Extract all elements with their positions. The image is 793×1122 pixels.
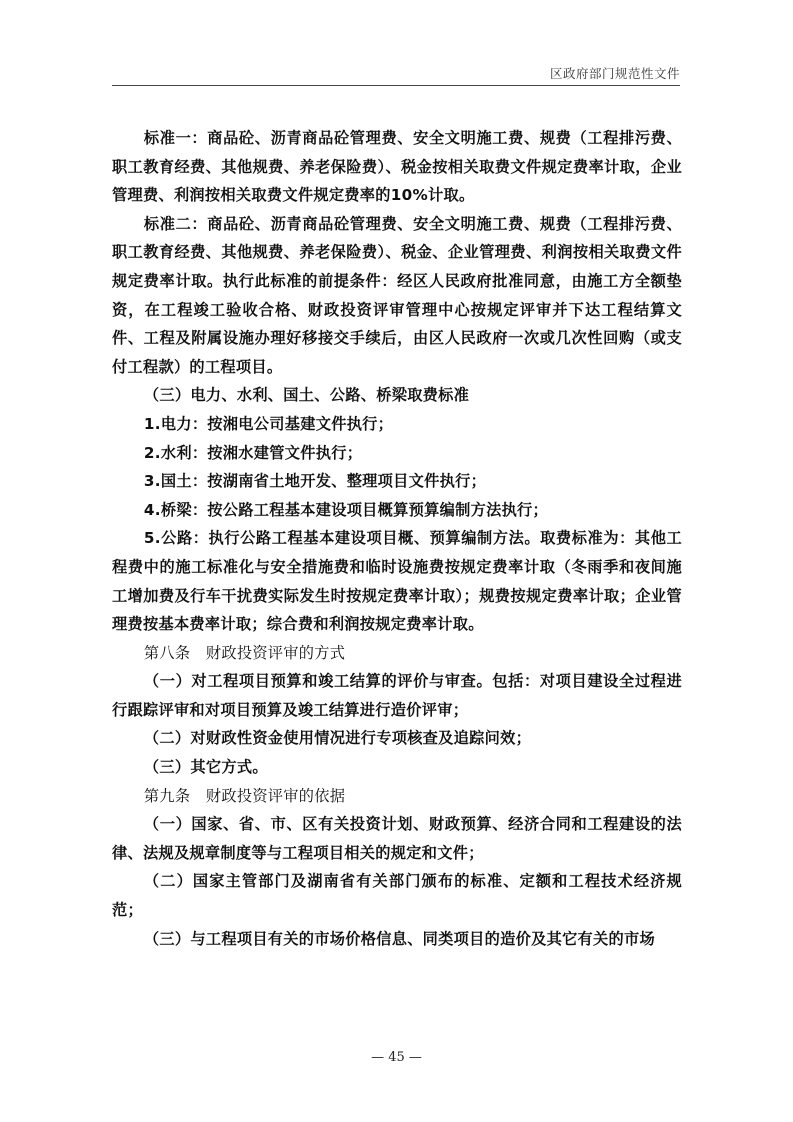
- page-header: [112, 62, 680, 86]
- header-title: 区政府部门规范性文件: [549, 66, 680, 81]
- paragraph: （三）其它方式。: [143, 758, 268, 777]
- paragraph: （一）国家、省、市、区有关投资计划、财政预算、经济合同和工程建设的法律、法规及规章制度等与工程项目相关的规定和文件；: [112, 815, 682, 862]
- paragraph: 4.桥梁：按公路工程基本建设项目概算预算编制方法执行；: [143, 500, 549, 519]
- document-body: [112, 124, 682, 953]
- paragraph: （二）国家主管部门及湖南省有关部门颁布的标准、定额和工程技术经济规范；: [112, 872, 682, 920]
- paragraph: 2.水利：按湘水建管文件执行；: [143, 443, 363, 462]
- paragraph: （三）电力、水利、国土、公路、桥梁取费标准: [143, 386, 470, 405]
- paragraph: 3.国土：按湖南省土地开发、整理项目文件执行；: [143, 472, 487, 491]
- paragraph: （三）与工程项目有关的市场价格信息、同类项目的造价及其它有关的市场: [143, 929, 655, 948]
- header-rule: [112, 85, 680, 86]
- article-heading: 第八条 财政投资评审的方式: [143, 643, 346, 662]
- paragraph: （一）对工程项目预算和竣工结算的评价与审查。包括：对项目建设全过程进行跟踪评审和对项目预算及竣工结算进行造价评审；: [112, 672, 682, 719]
- paragraph: （二）对财政性资金使用情况进行专项核查及追踪问效；: [143, 729, 532, 748]
- article-heading: 第九条 财政投资评审的依据: [143, 786, 346, 805]
- paragraph: 5.公路：执行公路工程基本建设项目概、预算编制方法。取费标准为：其他工程费中的施工标准化与安全措施费和临时设施费按规定费率计取（冬雨季和夜间施工增加费及行车干扰费实际发生时按规定费率计取）；规费按规定费率计取；企业管理费按基本费率计取；综合费和利润按规定费率计取。: [112, 529, 682, 634]
- paragraph: 标准二：商品砼、沥青商品砼管理费、安全文明施工费、规费（工程排污费、职工教育经费、其他规费、养老保险费）、税金、企业管理费、利润按相关取费文件规定费率计取。执行此标准的前提条件：经区人民政府批准同意，由施工方全额垫资，在工程竣工验收合格、财政投资评审管理中心按规定评审并下达工程结算文件、工程及附属设施办理好移接交手续后，由区人民政府一次或几次性回购（或支付工程款）的工程项目。: [112, 214, 682, 376]
- page-number: — 45 —: [371, 1050, 422, 1065]
- paragraph: 标准一：商品砼、沥青商品砼管理费、安全文明施工费、规费（工程排污费、职工教育经费、其他规费、养老保险费）、税金按相关取费文件规定费率计取，企业管理费、利润按相关取费文件规定费率的10%计取。: [112, 129, 682, 205]
- paragraph: 1.电力：按湘电公司基建文件执行；: [143, 414, 394, 433]
